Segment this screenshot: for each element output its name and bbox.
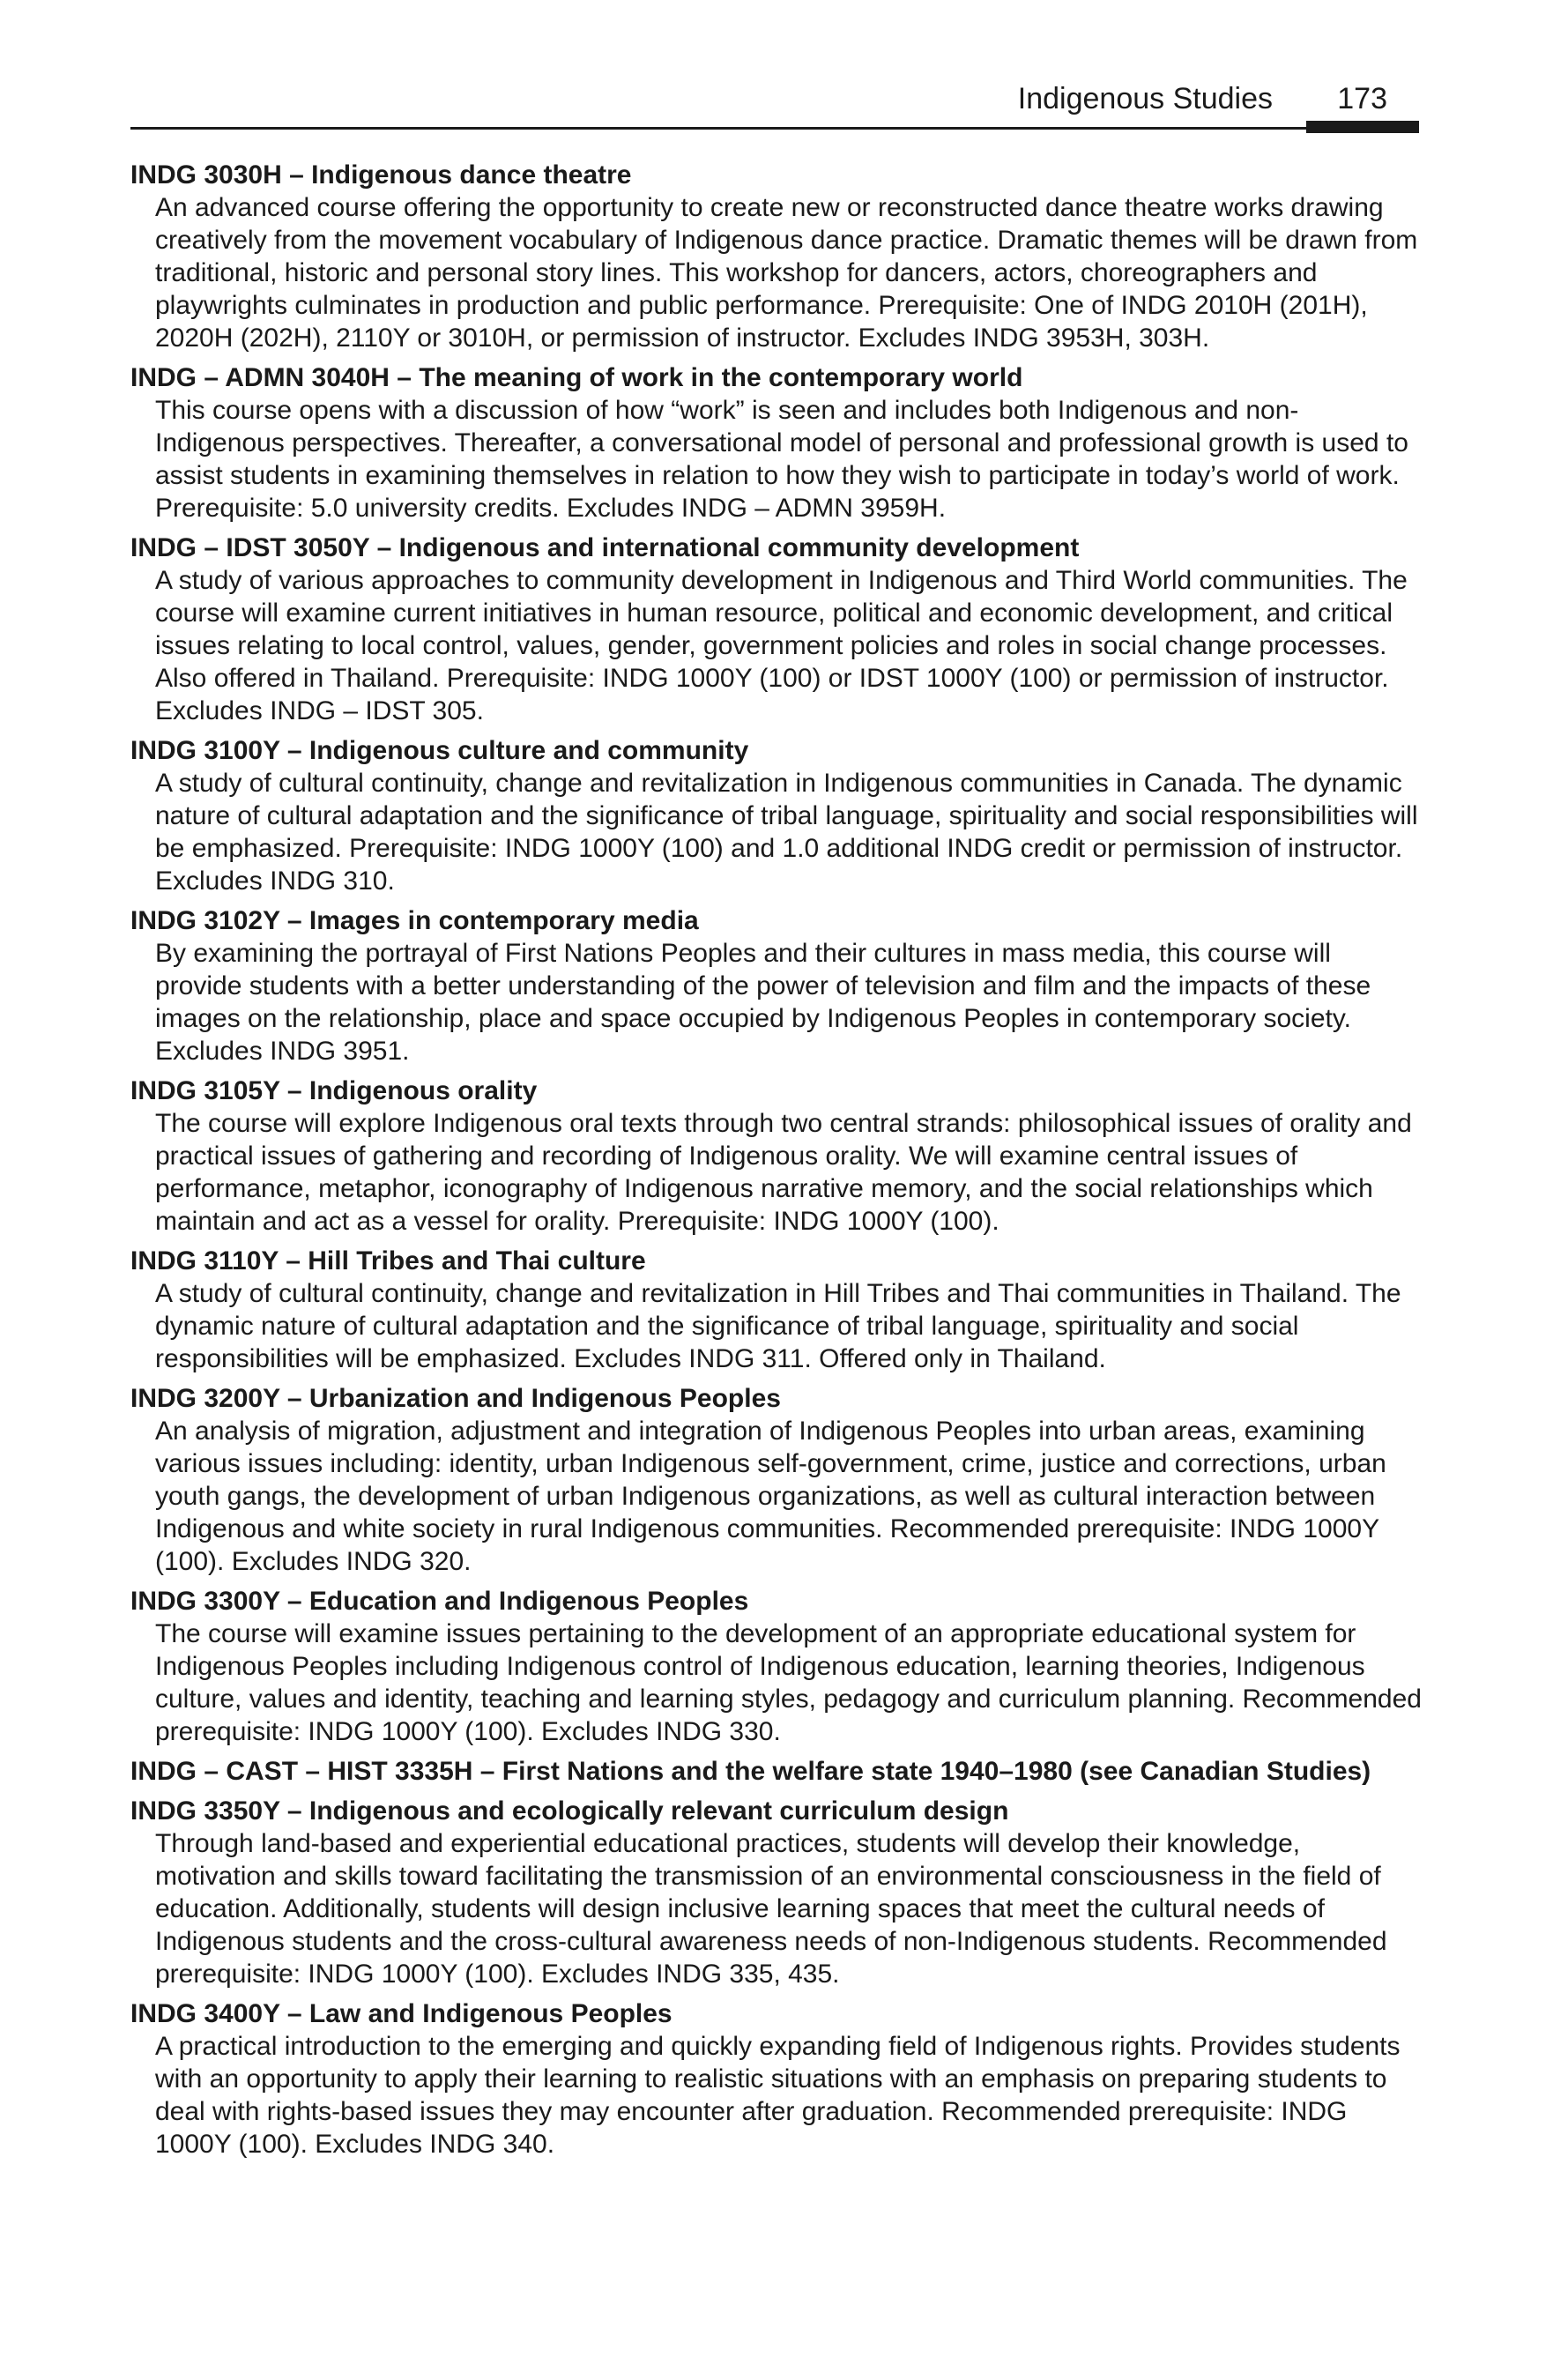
course-entry <box>130 159 1423 354</box>
section-title: Indigenous Studies <box>1017 82 1273 115</box>
course-entry <box>130 1795 1423 1990</box>
course-description: A study of various approaches to community development in Indigenous and Third World communities. The course will examine current initiatives in human resource, political and economic development, and critical issues relating to local control, values, gender, government policies and roles in social change processes. Also offered in Thailand. Prerequisite: INDG 1000Y (100) or IDST 1000Y (100) or permission of instructor. Excludes INDG – IDST 305. <box>155 566 1408 725</box>
course-title: INDG 3030H – Indigenous dance theatre <box>130 160 632 190</box>
course-title: INDG 3105Y – Indigenous orality <box>130 1076 538 1105</box>
page-header <box>130 78 1419 130</box>
page-number: 173 <box>1337 82 1387 115</box>
course-entry <box>130 734 1423 897</box>
course-title: INDG 3400Y – Law and Indigenous Peoples <box>130 1999 672 2028</box>
course-title: INDG – IDST 3050Y – Indigenous and international community development <box>130 533 1080 562</box>
course-title: INDG 3200Y – Urbanization and Indigenous Peoples <box>130 1384 781 1413</box>
course-description: A study of cultural continuity, change and revitalization in Indigenous communities in Canada. The dynamic nature of cultural adaptation and the significance of tribal language, spirituality and social responsibilities will be emphasized. Prerequisite: INDG 1000Y (100) and 1.0 additional INDG credit or permission of instructor. Excludes INDG 310. <box>155 769 1418 896</box>
course-entry <box>130 532 1423 727</box>
course-entry <box>130 1585 1423 1748</box>
course-title: INDG 3350Y – Indigenous and ecologically relevant curriculum design <box>130 1796 1009 1826</box>
header-thumb-tab <box>1306 121 1419 133</box>
course-entry <box>130 1075 1423 1238</box>
course-entry <box>130 1755 1423 1788</box>
course-description: Through land-based and experiential educational practices, students will develop their knowledge, motivation and skills toward facilitating the transmission of an environmental consciousness in the field of education. Additionally, students will design inclusive learning spaces that meet the cultural needs of Indigenous students and the cross-cultural awareness needs of non-Indigenous students. Recommended prerequisite: INDG 1000Y (100). Excludes INDG 335, 435. <box>155 1829 1387 1989</box>
course-list <box>130 159 1423 2168</box>
course-description: This course opens with a discussion of how “work” is seen and includes both Indigenous and non-Indigenous perspectives. Thereafter, a conversational model of personal and professional growth is used to assist students in examining themselves in relation to how they wish to participate in today’s world of work. Prerequisite: 5.0 university credits. Excludes INDG – ADMN 3959H. <box>155 396 1408 523</box>
course-title: INDG 3100Y – Indigenous culture and community <box>130 736 749 765</box>
course-description: An analysis of migration, adjustment and integration of Indigenous Peoples into urban areas, examining various issues including: identity, urban Indigenous self-government, crime, justice and corrections, urban youth gangs, the development of urban Indigenous organizations, as well as cultural interaction between Indigenous and white society in rural Indigenous communities. Recommended prerequisite: INDG 1000Y (100). Excludes INDG 320. <box>155 1417 1386 1576</box>
course-description: The course will explore Indigenous oral texts through two central strands: philosophical issues of orality and practical issues of gathering and recording of Indigenous orality. We will examine central issues of performance, metaphor, iconography of Indigenous narrative memory, and the social relationships which maintain and act as a vessel for orality. Prerequisite: INDG 1000Y (100). <box>155 1109 1412 1236</box>
course-entry <box>130 1245 1423 1375</box>
course-entry <box>130 904 1423 1067</box>
course-title: INDG 3102Y – Images in contemporary media <box>130 906 699 935</box>
course-description: A study of cultural continuity, change and revitalization in Hill Tribes and Thai communities in Thailand. The dynamic nature of cultural adaptation and the significance of tribal language, spirituality and social responsibilities will be emphasized. Excludes INDG 311. Offered only in Thailand. <box>155 1279 1401 1373</box>
course-description: An advanced course offering the opportunity to create new or reconstructed dance theatre works drawing creatively from the movement vocabulary of Indigenous dance practice. Dramatic themes will be drawn from traditional, historic and personal story lines. This workshop for dancers, actors, choreographers and playwrights culminates in production and public performance. Prerequisite: One of INDG 2010H (201H), 2020H (202H), 2110Y or 3010H, or permission of instructor. Excludes INDG 3953H, 303H. <box>155 193 1418 353</box>
course-entry <box>130 361 1423 524</box>
course-title: INDG – ADMN 3040H – The meaning of work in the contemporary world <box>130 363 1023 392</box>
course-title: INDG – CAST – HIST 3335H – First Nations and the welfare state 1940–1980 (see Canadian Studies) <box>130 1757 1371 1786</box>
course-description: By examining the portrayal of First Nations Peoples and their cultures in mass media, this course will provide students with a better understanding of the power of television and film and the impacts of these images on the relationship, place and space occupied by Indigenous Peoples in contemporary society. Excludes INDG 3951. <box>155 939 1371 1066</box>
course-title: INDG 3110Y – Hill Tribes and Thai culture <box>130 1246 646 1276</box>
course-entry <box>130 1382 1423 1578</box>
course-description: A practical introduction to the emerging and quickly expanding field of Indigenous rights. Provides students with an opportunity to apply their learning to realistic situations with an emphasis on preparing students to deal with rights-based issues they may encounter after graduation. Recommended prerequisite: INDG 1000Y (100). Excludes INDG 340. <box>155 2032 1401 2159</box>
course-title: INDG 3300Y – Education and Indigenous Peoples <box>130 1587 749 1616</box>
course-description: The course will examine issues pertaining to the development of an appropriate educational system for Indigenous Peoples including Indigenous control of Indigenous education, learning theories, Indigenous culture, values and identity, teaching and learning styles, pedagogy and curriculum planning. Recommended prerequisite: INDG 1000Y (100). Excludes INDG 330. <box>155 1619 1422 1746</box>
course-entry <box>130 1997 1423 2161</box>
